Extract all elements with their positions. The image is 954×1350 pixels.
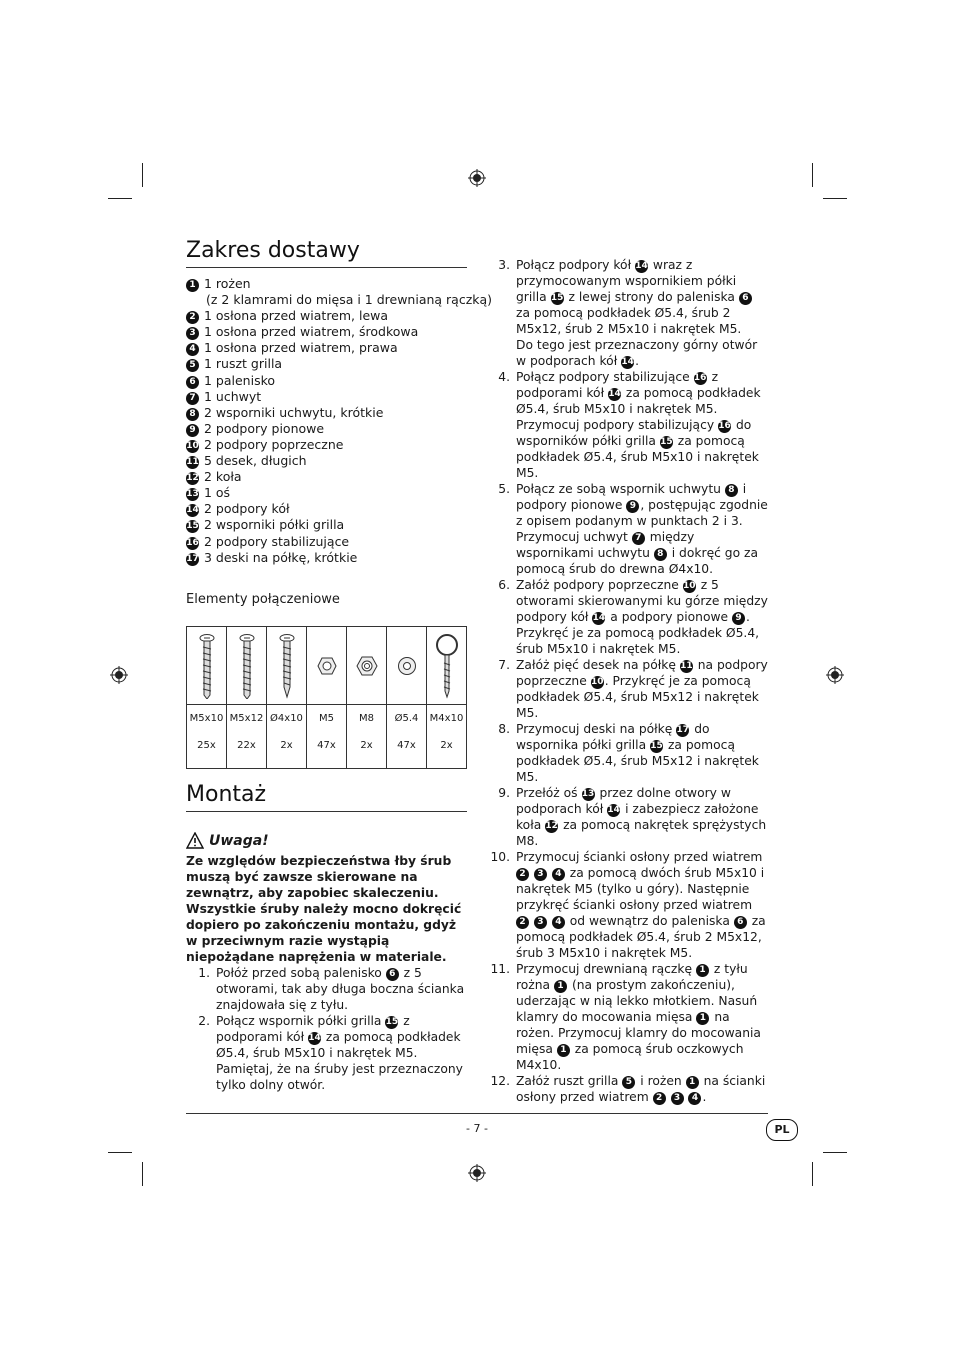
warning-heading: [186, 832, 269, 849]
parts-list-item: [186, 308, 492, 324]
spring-nut-icon: [347, 627, 386, 705]
step-item: 1. Połóż przed sobą palenisko 6 z 5 otworami, tak aby długa boczna ścianka znajdowała się z tyłu.: [198, 966, 465, 1012]
step-item: 12. Załóż ruszt grilla 5 i rożen 1 na ścianki osłony przed wiatrem 2 3 4 .: [490, 1074, 766, 1104]
crop-mark: [142, 1162, 143, 1186]
connector-col: [307, 627, 347, 768]
part-label: 2 podpory pionowe: [203, 420, 325, 436]
screw-icon: [227, 627, 266, 705]
connector-col: [427, 627, 466, 768]
parts-list-item: [186, 389, 492, 405]
part-label: 5 desek, długich: [203, 453, 307, 469]
part-number-badge: 13: [186, 489, 199, 500]
step-item: 4. Połącz podpory stabilizujące 16 z podporami kół 14 za pomocą podkładek Ø5.4, śrub M5x10 i nakrętek M5. Przymocuj podpory stabilizujący 16 do wsporników półki grilla 15 za pomocą podkładek Ø5.4, śrub M5x10 i nakrętek M5.: [498, 370, 761, 480]
connectors-table: [186, 626, 467, 769]
step-item: 5. Połącz ze sobą wspornik uchwytu 8 i podpory pionowe 9 , postępując zgodnie z opisem podanym w punktach 2 i 3. Przymocuj uchwyt 7 między wspornikami uchwytu 8 i dokręć go za pomocą śrub do drewna Ø4x10.: [498, 482, 768, 576]
connector-label: M5x12: [229, 713, 264, 724]
registration-mark-icon: [826, 666, 844, 684]
parts-list-item: [186, 373, 492, 389]
part-number-badge: 6: [186, 376, 199, 389]
language-badge: PL: [766, 1119, 798, 1141]
part-label: 2 koła: [203, 469, 242, 485]
crop-mark: [812, 163, 813, 187]
part-label: 1 osłona przed wiatrem, środkowa: [203, 324, 419, 340]
connector-label: M5: [319, 713, 334, 724]
step-item: 6. Załóż podpory poprzeczne 10 z 5 otworami skierowanymi ku górze między podpory kół 14 a podpory pionowe 9 . Przykręć je za pomocą podkładek Ø5.4, śrub M5x10 i nakrętek M5.: [498, 578, 768, 656]
title-rule: [186, 811, 467, 812]
step-item: 2. Połącz wspornik półki grilla 15 z podporami kół 14 za pomocą podkładek Ø5.4, śrub M5x10 i nakrętek M5. Pamiętaj, że na śruby jest przeznaczony tylko dolny otwór.: [198, 1014, 463, 1092]
step-item: 9. Przełóż oś 13 przez dolne otwory w podporach kół 14 i zabezpiecz założone koła 12 za pomocą nakrętek sprężystych M8.: [498, 786, 767, 848]
connector-col: [187, 627, 227, 768]
part-label: 2 podpory stabilizujące: [203, 533, 350, 549]
part-label: 1 oś: [203, 485, 231, 501]
parts-list-item: [186, 517, 492, 533]
connector-qty: 47x: [397, 740, 416, 751]
part-label: 1 uchwyt: [203, 388, 262, 404]
footer-rule: [186, 1113, 768, 1114]
part-number-badge: 5: [186, 359, 199, 372]
crop-mark: [108, 1152, 132, 1153]
steps-left: [186, 965, 467, 1093]
step-item: 7. Załóż pięć desek na półkę 11 na podpory poprzeczne 10. Przykręć je za pomocą podkładek Ø5.4, śrub M5x12 i nakrętek M5.: [498, 658, 768, 720]
steps-right: [486, 257, 768, 1105]
connector-label: Ø5.4: [394, 713, 419, 724]
parts-list-item: [186, 292, 492, 308]
washer-icon: [387, 627, 426, 705]
parts-list-item: [186, 453, 492, 469]
crop-mark: [823, 198, 847, 199]
parts-list-item: [186, 356, 492, 372]
connectors-title: Elementy połączeniowe: [186, 592, 340, 607]
part-number-badge: 3: [186, 327, 199, 340]
part-number-badge: 16: [186, 537, 199, 548]
step-item: 8. Przymocuj deski na półkę 17 do wspornika półki grilla 15 za pomocą podkładek Ø5.4, śrub M5x12 i nakrętek M5.: [498, 722, 759, 784]
connector-qty: 2x: [280, 740, 293, 751]
part-number-badge: 8: [186, 408, 199, 421]
parts-list: [186, 276, 492, 566]
part-label: (z 2 klamrami do mięsa i 1 drewnianą rączką): [206, 292, 493, 308]
connector-qty: 2x: [360, 740, 373, 751]
part-label: 1 rożen: [203, 276, 251, 291]
section-title-montaz: Montaż: [186, 782, 267, 807]
part-number-badge: 10: [186, 440, 199, 451]
part-number-badge: 15: [186, 521, 199, 532]
connector-qty: 2x: [440, 740, 453, 751]
part-number-badge: 4: [186, 343, 199, 356]
part-number-badge: 9: [186, 424, 199, 437]
crop-mark: [812, 1162, 813, 1186]
screw-icon: [187, 627, 226, 705]
connector-col: [347, 627, 387, 768]
nut-icon: [307, 627, 346, 705]
step-item: 10. Przymocuj ścianki osłony przed wiatrem 2 3 4 za pomocą dwóch śrub M5x10 i nakrętek M5 (tylko u góry). Następnie przykręć ścianki osłony przed wiatrem 2 3 4 od wewnątrz do paleniska 6 za pomocą podkładek Ø5.4, śrub 2 M5x12, śrub 3 M5x10 i nakrętek M5.: [490, 850, 766, 960]
parts-list-item: [186, 534, 492, 550]
parts-list-item: [186, 550, 492, 566]
connector-qty: 25x: [197, 740, 216, 751]
crop-mark: [108, 198, 132, 199]
part-label: 1 palenisko: [203, 372, 276, 388]
step-item: 11. Przymocuj drewnianą rączkę 1 z tyłu rożna 1 (na prostym zakończeniu), uderzając w nią lekko młotkiem. Nasuń klamry do mocowania mięsa 1 na rożen. Przymocuj klamry do mocowania mięsa 1 za pomocą śrub oczkowych M4x10.: [490, 962, 761, 1072]
wood-screw-icon: [267, 627, 306, 705]
part-number-badge: 1: [186, 279, 199, 292]
warning-title: Uwaga!: [209, 832, 269, 849]
parts-list-item: [186, 421, 492, 437]
connector-qty: 47x: [317, 740, 336, 751]
title-rule: [186, 267, 467, 268]
parts-list-item: [186, 501, 492, 517]
part-number-badge: 12: [186, 473, 199, 484]
parts-list-item: [186, 485, 492, 501]
part-label: 2 wsporniki uchwytu, krótkie: [203, 404, 384, 420]
part-label: 1 ruszt grilla: [203, 356, 283, 372]
warning-text: Ze względów bezpieczeństwa łby śrub muszą być zawsze skierowane na zewnątrz, aby zapobiec skaleczeniu. Wszystkie śruby należy mocno dokręcić dopiero po zakończeniu montażu, gdyż w przeciwnym razie wystąpią niepożądane naprężenia w materiale.: [186, 854, 462, 964]
part-number-badge: 2: [186, 311, 199, 324]
parts-list-item: [186, 437, 492, 453]
crop-mark: [823, 1152, 847, 1153]
connector-label: M5x10: [189, 713, 224, 724]
part-label: 3 deski na półkę, krótkie: [203, 549, 358, 565]
part-number-badge: 14: [186, 505, 199, 516]
part-number-badge: 7: [186, 392, 199, 405]
crop-mark: [142, 163, 143, 187]
section-title-zakres: Zakres dostawy: [186, 238, 360, 263]
page-number: - 7 -: [466, 1122, 488, 1135]
parts-list-item: [186, 276, 492, 292]
registration-mark-icon: [468, 1164, 486, 1182]
part-label: 2 podpory kół: [203, 501, 290, 517]
step-item: 3. Połącz podpory kół 14 wraz z przymocowanym wspornikiem półki grilla 15 z lewej strony do paleniska 6 za pomocą podkładek Ø5.4, śrub 2 M5x12, śrub 2 M5x10 i nakrętek M5. Do tego jest przeznaczony górny otwór w podporach kół 14.: [498, 258, 758, 368]
part-number-badge: 17: [186, 553, 199, 564]
part-label: 2 wsporniki półki grilla: [203, 517, 345, 533]
connector-label: M4x10: [429, 713, 464, 724]
part-label: 1 osłona przed wiatrem, lewa: [203, 308, 389, 324]
registration-mark-icon: [468, 169, 486, 187]
warning-triangle-icon: [186, 832, 204, 849]
parts-list-item: [186, 340, 492, 356]
eye-screw-icon: [427, 627, 466, 705]
connector-col: [267, 627, 307, 768]
parts-list-item: [186, 405, 492, 421]
connector-label: Ø4x10: [270, 713, 303, 724]
connector-qty: 22x: [237, 740, 256, 751]
registration-mark-icon: [110, 666, 128, 684]
parts-list-item: [186, 324, 492, 340]
part-label: 1 osłona przed wiatrem, prawa: [203, 340, 398, 356]
connector-label: M8: [359, 713, 374, 724]
connector-col: [227, 627, 267, 768]
part-label: 2 podpory poprzeczne: [203, 436, 344, 452]
parts-list-item: [186, 469, 492, 485]
connector-col: [387, 627, 427, 768]
part-number-badge: 11: [186, 457, 199, 468]
